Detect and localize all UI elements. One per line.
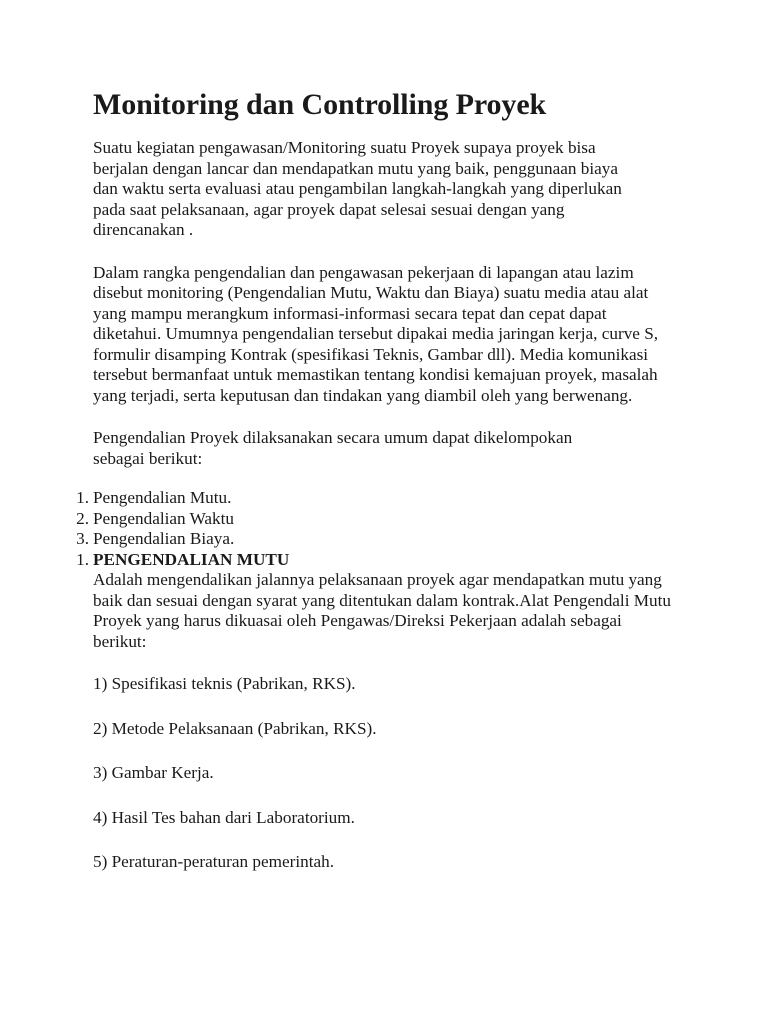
page-title: Monitoring dan Controlling Proyek — [93, 88, 547, 121]
quality-tool-item: 3) Gambar Kerja. — [93, 763, 214, 782]
list-item — [76, 508, 753, 530]
quality-tool-item: 5) Peraturan-peraturan pemerintah. — [93, 852, 334, 871]
list-item-text: Pengendalian Waktu — [93, 508, 235, 528]
grouping-paragraph: Pengendalian Proyek dilaksanakan secara umum dapat dikelompokan sebagai berikut: — [93, 428, 573, 468]
list-number: 1. — [76, 488, 89, 507]
quality-control-section — [76, 549, 675, 653]
quality-tool-item: 4) Hasil Tes bahan dari Laboratorium. — [93, 807, 355, 827]
list-number: 2. — [76, 508, 89, 528]
list-item-text: Pengendalian Mutu. — [93, 488, 232, 507]
section-number: 1. — [76, 549, 89, 569]
list-item-text: Pengendalian Biaya. — [93, 529, 235, 548]
document-page — [76, 86, 753, 897]
list-item — [76, 488, 753, 509]
quality-tool-item: 1) Spesifikasi teknis (Pabrikan, RKS). — [93, 674, 356, 693]
quality-tool-item: 2) Metode Pelaksanaan (Pabrikan, RKS). — [93, 718, 377, 738]
list-number: 3. — [76, 529, 89, 548]
control-types-list — [76, 488, 753, 550]
intro-paragraph: Suatu kegiatan pengawasan/Monitoring suatu Proyek supaya proyek bisa berjalan dengan lancar dan mendapatkan mutu yang baik, penggunaan biaya dan waktu serta evaluasi atau pengambilan langkah-langkah yang diperlukan pada saat pelaksanaan, agar proyek dapat selesai sesuai dengan yang direncanakan . — [93, 138, 622, 239]
section-heading: PENGENDALIAN MUTU — [93, 549, 290, 569]
section-body: Adalah mengendalikan jalannya pelaksanaan proyek agar mendapatkan mutu yang baik dan sesuai dengan syarat yang ditentukan dalam kontrak.Alat Pengendali Mutu Proyek yang harus dikuasai oleh Pengawas/Direksi Pekerjaan adalah sebagai berikut: — [93, 570, 672, 651]
monitoring-paragraph: Dalam rangka pengendalian dan pengawasan pekerjaan di lapangan atau lazim disebut monitoring (Pengendalian Mutu, Waktu dan Biaya) suatu media atau alat yang mampu merangkum informasi-informasi secara tepat dan cepat dapat diketahui. Umumnya pengendalian tersebut dipakai media jaringan kerja, curve S, formulir disamping Kontrak (spesifikasi Teknis, Gambar dll). Media komunikasi tersebut bermanfaat untuk memastikan tentang kondisi kemajuan proyek, masalah yang terjadi, serta keputusan dan tindakan yang diambil oleh yang berwenang. — [93, 262, 659, 405]
list-item — [76, 529, 753, 550]
